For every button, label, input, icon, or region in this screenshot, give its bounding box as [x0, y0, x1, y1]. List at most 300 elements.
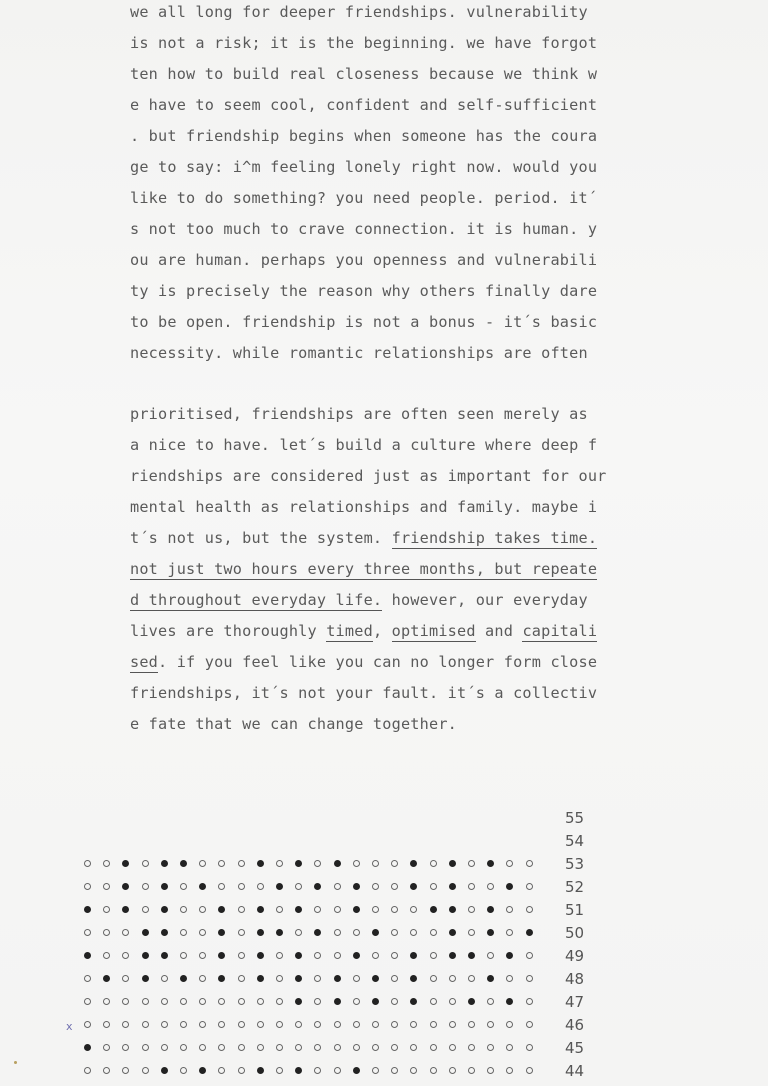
underlined-text: capitali [522, 622, 598, 640]
text-line: ty is precisely the reason why others finally dare [130, 282, 598, 300]
empty-dot [372, 1021, 379, 1028]
empty-dot [526, 860, 533, 867]
empty-dot [430, 1021, 437, 1028]
dot-row [78, 1061, 548, 1081]
empty-dot [199, 998, 206, 1005]
filled-dot [257, 1067, 264, 1074]
filled-dot [487, 929, 494, 936]
filled-dot [526, 929, 533, 936]
empty-dot [391, 1044, 398, 1051]
empty-dot [410, 1044, 417, 1051]
empty-dot [180, 1067, 187, 1074]
empty-dot [276, 975, 283, 982]
empty-dot [430, 1067, 437, 1074]
text-segment: e fate that we can change together. [130, 715, 458, 733]
text-line [130, 399, 630, 430]
empty-dot [218, 1021, 225, 1028]
text-segment: lives are thoroughly [130, 622, 327, 640]
empty-dot [314, 1067, 321, 1074]
empty-dot [391, 929, 398, 936]
filled-dot [295, 860, 302, 867]
empty-dot [103, 860, 110, 867]
filled-dot [372, 975, 379, 982]
empty-dot [430, 929, 437, 936]
text-line [130, 430, 630, 461]
empty-dot [526, 1067, 533, 1074]
text-line: necessity. while romantic relationships are often [130, 344, 588, 362]
dot-row [78, 969, 548, 989]
empty-dot [314, 975, 321, 982]
filled-dot [84, 1044, 91, 1051]
empty-dot [372, 952, 379, 959]
text-line: to be open. friendship is not a bonus - it´s basic [130, 313, 598, 331]
text-segment: . if you feel like you can no longer form close [158, 653, 598, 671]
empty-dot [487, 1044, 494, 1051]
empty-dot [180, 883, 187, 890]
text-segment: , [372, 622, 392, 640]
filled-dot [410, 860, 417, 867]
empty-dot [84, 929, 91, 936]
filled-dot [353, 952, 360, 959]
text-line: ge to say: i^m feeling lonely right now. would you [130, 158, 598, 176]
empty-dot [506, 1067, 513, 1074]
empty-dot [257, 1044, 264, 1051]
filled-dot [506, 952, 513, 959]
underlined-text: sed [130, 653, 159, 671]
empty-dot [180, 929, 187, 936]
filled-dot [161, 883, 168, 890]
empty-dot [314, 906, 321, 913]
filled-dot [334, 975, 341, 982]
empty-dot [122, 929, 129, 936]
empty-dot [314, 998, 321, 1005]
empty-dot [410, 1067, 417, 1074]
filled-dot [410, 998, 417, 1005]
empty-dot [468, 929, 475, 936]
row-number: 50 [565, 924, 585, 942]
empty-dot [410, 906, 417, 913]
empty-dot [199, 929, 206, 936]
text-line: is not a risk; it is the beginning. we have forgot [130, 34, 598, 52]
empty-dot [449, 1044, 456, 1051]
empty-dot [430, 883, 437, 890]
filled-dot [122, 883, 129, 890]
text-line: ten how to build real closeness because we think w [130, 65, 598, 83]
empty-dot [314, 952, 321, 959]
filled-dot [257, 975, 264, 982]
empty-dot [391, 952, 398, 959]
empty-dot [449, 1067, 456, 1074]
dot-row [78, 877, 548, 897]
filled-dot [199, 883, 206, 890]
empty-dot [295, 883, 302, 890]
empty-dot [142, 1067, 149, 1074]
empty-dot [238, 1044, 245, 1051]
empty-dot [334, 929, 341, 936]
empty-dot [199, 975, 206, 982]
empty-dot [353, 1044, 360, 1051]
text-line: ou are human. perhaps you openness and vulnerabili [130, 251, 598, 269]
filled-dot [122, 860, 129, 867]
empty-dot [526, 1044, 533, 1051]
dot-row [78, 1015, 548, 1035]
empty-dot [142, 906, 149, 913]
text-line [130, 647, 630, 678]
empty-dot [142, 1021, 149, 1028]
filled-dot [314, 883, 321, 890]
filled-dot [142, 929, 149, 936]
empty-dot [180, 952, 187, 959]
filled-dot [449, 906, 456, 913]
empty-dot [84, 883, 91, 890]
empty-dot [276, 860, 283, 867]
filled-dot [218, 975, 225, 982]
empty-dot [487, 1067, 494, 1074]
empty-dot [506, 860, 513, 867]
dot-row [78, 900, 548, 920]
empty-dot [257, 883, 264, 890]
empty-dot [122, 1067, 129, 1074]
empty-dot [506, 929, 513, 936]
empty-dot [199, 860, 206, 867]
empty-dot [526, 1021, 533, 1028]
text-line [130, 709, 630, 740]
empty-dot [84, 1067, 91, 1074]
empty-dot [295, 929, 302, 936]
filled-dot [506, 883, 513, 890]
filled-dot [218, 929, 225, 936]
filled-dot [506, 998, 513, 1005]
empty-dot [468, 1067, 475, 1074]
empty-dot [334, 952, 341, 959]
filled-dot [295, 998, 302, 1005]
empty-dot [122, 975, 129, 982]
empty-dot [468, 1044, 475, 1051]
empty-dot [218, 860, 225, 867]
empty-dot [526, 952, 533, 959]
empty-dot [334, 1021, 341, 1028]
empty-dot [353, 1021, 360, 1028]
row-number: 51 [565, 901, 585, 919]
filled-dot [84, 952, 91, 959]
paragraph-block-1 [130, 0, 630, 369]
filled-dot [161, 952, 168, 959]
empty-dot [161, 998, 168, 1005]
filled-dot [103, 975, 110, 982]
empty-dot [372, 1067, 379, 1074]
empty-dot [430, 860, 437, 867]
empty-dot [103, 883, 110, 890]
empty-dot [238, 906, 245, 913]
text-line [130, 492, 630, 523]
empty-dot [410, 929, 417, 936]
row-number: 54 [565, 832, 585, 850]
empty-dot [142, 860, 149, 867]
filled-dot [161, 860, 168, 867]
empty-dot [449, 1021, 456, 1028]
empty-dot [391, 975, 398, 982]
empty-dot [314, 1021, 321, 1028]
empty-dot [257, 1021, 264, 1028]
empty-dot [526, 975, 533, 982]
text-line: . but friendship begins when someone has the coura [130, 127, 598, 145]
empty-dot [430, 998, 437, 1005]
row-number: 44 [565, 1062, 585, 1080]
dot-row [78, 946, 548, 966]
filled-dot [161, 929, 168, 936]
empty-dot [218, 1067, 225, 1074]
empty-dot [353, 998, 360, 1005]
row-number: 45 [565, 1039, 585, 1057]
filled-dot [353, 906, 360, 913]
empty-dot [180, 1021, 187, 1028]
empty-dot [353, 975, 360, 982]
paragraph-block-2 [130, 399, 630, 740]
empty-dot [372, 1044, 379, 1051]
empty-dot [84, 975, 91, 982]
filled-dot [353, 883, 360, 890]
filled-dot [218, 952, 225, 959]
row-number: 55 [565, 809, 585, 827]
empty-dot [142, 998, 149, 1005]
row-number: 46 [565, 1016, 585, 1034]
text-segment: a nice to have. let´s build a culture where deep f [130, 436, 598, 454]
text-segment: t´s not us, but the system. [130, 529, 392, 547]
empty-dot [334, 883, 341, 890]
text-segment: mental health as relationships and family. maybe i [130, 498, 598, 516]
empty-dot [161, 1021, 168, 1028]
empty-dot [506, 1021, 513, 1028]
filled-dot [334, 998, 341, 1005]
empty-dot [218, 883, 225, 890]
empty-dot [161, 975, 168, 982]
underlined-text: timed [326, 622, 373, 640]
filled-dot [487, 975, 494, 982]
empty-dot [468, 883, 475, 890]
text-segment: riendships are considered just as important for our [130, 467, 607, 485]
empty-dot [372, 883, 379, 890]
empty-dot [353, 929, 360, 936]
text-line [130, 616, 630, 647]
filled-dot [314, 929, 321, 936]
empty-dot [238, 883, 245, 890]
empty-dot [506, 1044, 513, 1051]
text-line [130, 678, 630, 709]
filled-dot [122, 906, 129, 913]
empty-dot [334, 1044, 341, 1051]
empty-dot [276, 998, 283, 1005]
filled-dot [84, 906, 91, 913]
empty-dot [295, 1021, 302, 1028]
filled-dot [468, 998, 475, 1005]
filled-dot [257, 860, 264, 867]
row-number: 48 [565, 970, 585, 988]
empty-dot [314, 860, 321, 867]
paper-speck [14, 1061, 17, 1064]
empty-dot [122, 998, 129, 1005]
empty-dot [238, 952, 245, 959]
dot-row [78, 854, 548, 874]
empty-dot [122, 1044, 129, 1051]
text-line: like to do something? you need people. period. it´ [130, 189, 598, 207]
filled-dot [180, 860, 187, 867]
margin-mark: x [66, 1020, 73, 1033]
empty-dot [391, 1021, 398, 1028]
empty-dot [430, 952, 437, 959]
empty-dot [103, 1067, 110, 1074]
empty-dot [295, 1044, 302, 1051]
empty-dot [468, 860, 475, 867]
text-segment: prioritised, friendships are often seen merely as [130, 405, 588, 423]
empty-dot [526, 998, 533, 1005]
filled-dot [487, 906, 494, 913]
dot-row [78, 923, 548, 943]
empty-dot [257, 998, 264, 1005]
empty-dot [238, 929, 245, 936]
empty-dot [487, 998, 494, 1005]
empty-dot [103, 929, 110, 936]
empty-dot [122, 1021, 129, 1028]
filled-dot [295, 975, 302, 982]
filled-dot [295, 952, 302, 959]
empty-dot [276, 952, 283, 959]
filled-dot [449, 883, 456, 890]
empty-dot [199, 906, 206, 913]
text-line [130, 554, 630, 585]
filled-dot [353, 1067, 360, 1074]
underlined-text: friendship takes time. [391, 529, 598, 547]
filled-dot [295, 1067, 302, 1074]
filled-dot [487, 860, 494, 867]
empty-dot [199, 1021, 206, 1028]
text-line [130, 461, 630, 492]
empty-dot [238, 975, 245, 982]
empty-dot [180, 998, 187, 1005]
filled-dot [161, 1067, 168, 1074]
filled-dot [276, 883, 283, 890]
empty-dot [142, 1044, 149, 1051]
text-segment: and [475, 622, 523, 640]
empty-dot [506, 906, 513, 913]
filled-dot [372, 929, 379, 936]
filled-dot [142, 952, 149, 959]
empty-dot [84, 1021, 91, 1028]
empty-dot [103, 998, 110, 1005]
empty-dot [238, 1021, 245, 1028]
filled-dot [218, 906, 225, 913]
filled-dot [372, 998, 379, 1005]
filled-dot [257, 929, 264, 936]
empty-dot [218, 998, 225, 1005]
empty-dot [468, 975, 475, 982]
empty-dot [391, 883, 398, 890]
empty-dot [506, 975, 513, 982]
text-line: s not too much to crave connection. it is human. y [130, 220, 598, 238]
empty-dot [84, 998, 91, 1005]
empty-dot [468, 906, 475, 913]
text-line: e have to seem cool, confident and self-sufficient [130, 96, 598, 114]
filled-dot [449, 929, 456, 936]
empty-dot [161, 1044, 168, 1051]
empty-dot [180, 1044, 187, 1051]
filled-dot [142, 975, 149, 982]
filled-dot [410, 883, 417, 890]
underlined-text: not just two hours every three months, but repeate [130, 560, 598, 578]
empty-dot [391, 1067, 398, 1074]
empty-dot [334, 906, 341, 913]
empty-dot [122, 952, 129, 959]
empty-dot [526, 906, 533, 913]
row-number: 49 [565, 947, 585, 965]
filled-dot [449, 860, 456, 867]
empty-dot [238, 860, 245, 867]
filled-dot [430, 906, 437, 913]
empty-dot [430, 1044, 437, 1051]
empty-dot [276, 906, 283, 913]
empty-dot [334, 1067, 341, 1074]
empty-dot [276, 1067, 283, 1074]
filled-dot [410, 975, 417, 982]
filled-dot [257, 952, 264, 959]
filled-dot [257, 906, 264, 913]
empty-dot [487, 1021, 494, 1028]
filled-dot [199, 1067, 206, 1074]
empty-dot [449, 998, 456, 1005]
text-line [130, 523, 630, 554]
empty-dot [391, 860, 398, 867]
empty-dot [218, 1044, 225, 1051]
empty-dot [487, 952, 494, 959]
empty-dot [353, 860, 360, 867]
filled-dot [334, 860, 341, 867]
empty-dot [391, 906, 398, 913]
underlined-text: d throughout everyday life. [130, 591, 383, 609]
empty-dot [430, 975, 437, 982]
filled-dot [161, 906, 168, 913]
empty-dot [314, 1044, 321, 1051]
dot-row [78, 992, 548, 1012]
filled-dot [449, 952, 456, 959]
filled-dot [468, 952, 475, 959]
text-line: we all long for deeper friendships. vulnerability [130, 3, 588, 21]
empty-dot [276, 1044, 283, 1051]
empty-dot [410, 1021, 417, 1028]
empty-dot [391, 998, 398, 1005]
empty-dot [180, 906, 187, 913]
empty-dot [103, 906, 110, 913]
empty-dot [84, 860, 91, 867]
empty-dot [468, 1021, 475, 1028]
empty-dot [199, 1044, 206, 1051]
empty-dot [103, 952, 110, 959]
filled-dot [295, 906, 302, 913]
empty-dot [372, 906, 379, 913]
row-number: 47 [565, 993, 585, 1011]
filled-dot [410, 952, 417, 959]
empty-dot [199, 952, 206, 959]
empty-dot [103, 1044, 110, 1051]
empty-dot [449, 975, 456, 982]
empty-dot [526, 883, 533, 890]
dot-row [78, 1038, 548, 1058]
empty-dot [238, 1067, 245, 1074]
row-number: 53 [565, 855, 585, 873]
empty-dot [238, 998, 245, 1005]
text-segment: however, our everyday [382, 591, 588, 609]
filled-dot [180, 975, 187, 982]
filled-dot [276, 929, 283, 936]
empty-dot [103, 1021, 110, 1028]
